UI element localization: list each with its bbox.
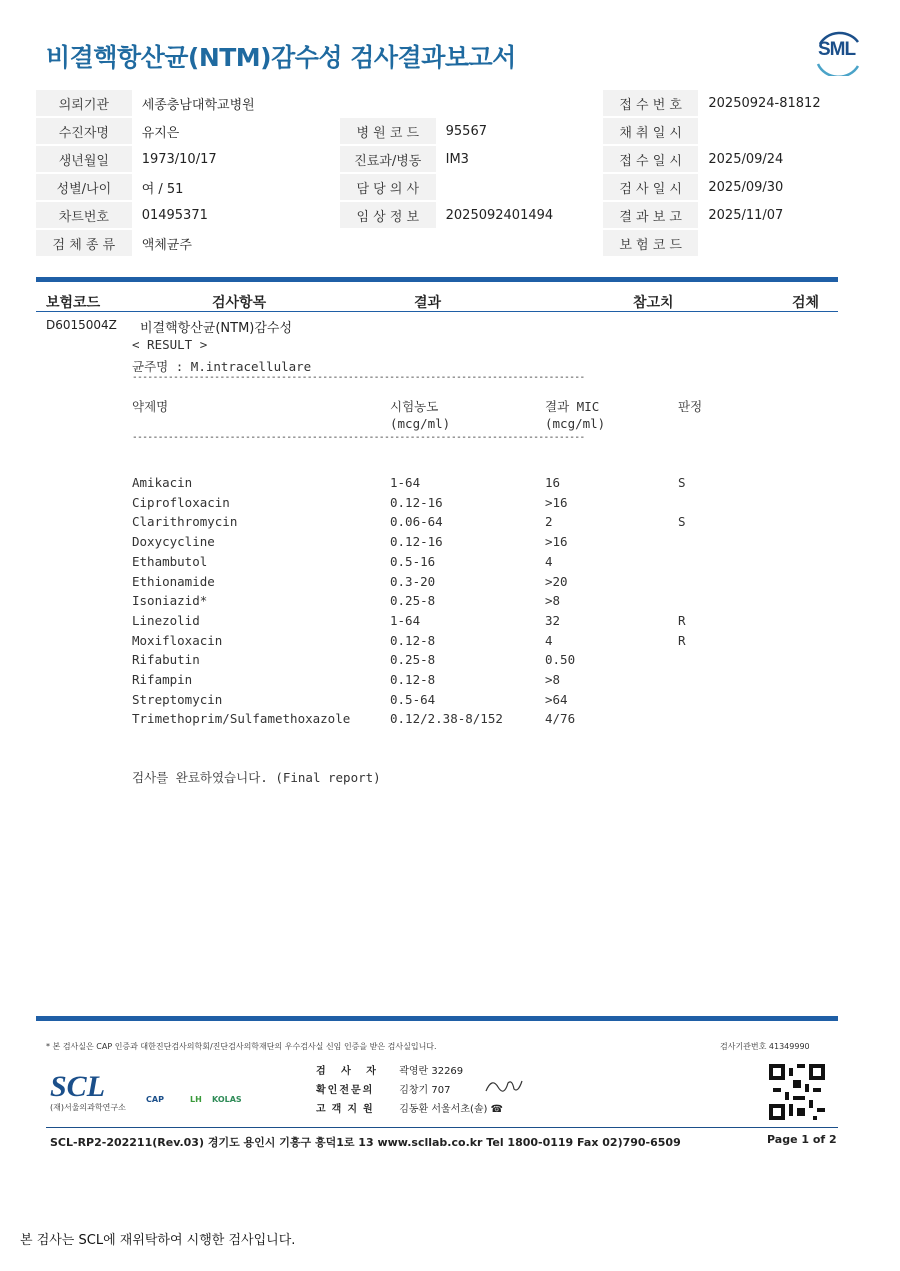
drug-mic: 4 bbox=[545, 553, 553, 569]
address-line: SCL-RP2-202211(Rev.03) 경기도 용인시 기흥구 흥덕1로 13 www.scllab.co.kr Tel 1800-0119 Fax 02)790-6509 bbox=[50, 1136, 681, 1149]
scl-logo-text: SCL bbox=[50, 1070, 106, 1103]
info-value: 2025/11/07 bbox=[708, 207, 784, 223]
drug-name: Amikacin bbox=[132, 475, 193, 490]
footer-line bbox=[46, 1127, 838, 1128]
header-divider-top bbox=[36, 277, 838, 282]
info-row bbox=[36, 118, 864, 144]
col-test-item: 검사항목 bbox=[212, 295, 267, 311]
drug-range: 0.12/2.38-8/152 bbox=[390, 711, 503, 727]
info-label: 임 상 정 보 bbox=[340, 202, 436, 228]
info-label: 성별/나이 bbox=[36, 174, 132, 200]
info-value bbox=[436, 174, 603, 200]
footer-divider bbox=[36, 1016, 838, 1021]
drug-mic: >8 bbox=[545, 593, 561, 609]
patient-info-table bbox=[36, 88, 864, 258]
info-label: 접 수 일 시 bbox=[603, 146, 698, 172]
info-row bbox=[36, 202, 864, 228]
drug-range: 0.06-64 bbox=[390, 514, 443, 530]
kolas-cert-icon: KOLAS bbox=[212, 1095, 242, 1104]
info-value bbox=[436, 90, 603, 116]
col-mic: 결과 MIC bbox=[545, 399, 600, 414]
drug-range: 0.12-16 bbox=[390, 534, 443, 550]
info-value: 여 / 51 bbox=[141, 181, 184, 197]
drug-name: Ethambutol bbox=[132, 553, 208, 569]
drug-range: 0.5-16 bbox=[390, 553, 436, 569]
info-value bbox=[698, 230, 864, 256]
info-value: 20250924-81812 bbox=[708, 95, 821, 111]
info-label: 접 수 번 호 bbox=[603, 90, 698, 116]
info-value: 01495371 bbox=[141, 207, 208, 223]
report-title: 비결핵항산균(NTM)감수성 검사결과보고서 bbox=[46, 43, 516, 72]
drug-mic: 32 bbox=[545, 612, 561, 628]
drug-interpretation: S bbox=[678, 475, 686, 490]
info-label bbox=[340, 230, 436, 256]
col-test-range-unit: (mcg/ml) bbox=[390, 416, 451, 431]
drug-mic: >16 bbox=[545, 494, 568, 510]
drug-range: 0.12-8 bbox=[390, 632, 436, 648]
info-value: 2025/09/24 bbox=[708, 151, 784, 167]
lh-cert-icon: LH bbox=[190, 1095, 202, 1104]
info-value: 95567 bbox=[445, 123, 487, 139]
drug-range: 0.25-8 bbox=[390, 652, 436, 668]
info-label: 채 취 일 시 bbox=[603, 118, 698, 144]
drug-interpretation: S bbox=[678, 514, 686, 530]
drug-mic: 4/76 bbox=[545, 711, 576, 727]
outsourcing-note: 본 검사는 SCL에 재위탁하여 시행한 검사입니다. bbox=[20, 1233, 296, 1248]
col-drug-name: 약제명 bbox=[132, 399, 169, 414]
signer-role: 고객지원 bbox=[316, 1104, 379, 1115]
scl-name: (재)서울의과학연구소 bbox=[50, 1103, 126, 1112]
drug-range: 0.12-8 bbox=[390, 672, 436, 687]
info-row bbox=[36, 174, 864, 200]
drug-interpretation: R bbox=[678, 632, 686, 648]
info-label: 결 과 보 고 bbox=[603, 202, 698, 228]
sml-logo-text: SML bbox=[818, 39, 856, 60]
accreditation-note: * 본 검사실은 CAP 인증과 대한진단검사의학회/진단검사의학재단의 우수검사실 신임 인증을 받은 검사실입니다. bbox=[46, 1042, 437, 1051]
signer-tester bbox=[316, 1062, 463, 1077]
info-value: 2025/09/30 bbox=[708, 179, 784, 195]
signer-name: 곽영란 32269 bbox=[399, 1066, 464, 1077]
drug-range: 0.12-16 bbox=[390, 494, 443, 510]
separator-bottom: ---------------------------------------------------------------------------------------- bbox=[132, 432, 585, 443]
info-label: 보 험 코 드 bbox=[603, 230, 698, 256]
qr-code-icon bbox=[769, 1064, 825, 1120]
registration-number: 검사기관번호 41349990 bbox=[720, 1042, 810, 1051]
info-value: IM3 bbox=[445, 151, 469, 167]
scl-logo bbox=[50, 1070, 126, 1113]
header-divider-bottom bbox=[36, 311, 838, 312]
drug-mic: >64 bbox=[545, 691, 568, 707]
drug-name: Ciprofloxacin bbox=[132, 494, 230, 510]
info-label: 검 체 종 류 bbox=[36, 230, 132, 256]
sml-logo bbox=[812, 30, 864, 76]
drug-range: 0.25-8 bbox=[390, 593, 436, 609]
info-row bbox=[36, 146, 864, 172]
col-interpretation: 판정 bbox=[678, 399, 703, 414]
drug-range: 1-64 bbox=[390, 475, 421, 490]
drug-mic: 0.50 bbox=[545, 652, 576, 668]
drug-range: 0.3-20 bbox=[390, 573, 436, 589]
drug-mic: >8 bbox=[545, 672, 561, 687]
info-value: 1973/10/17 bbox=[141, 151, 217, 167]
info-label: 진료과/병동 bbox=[340, 146, 436, 172]
result-test-name: 비결핵항산균(NTM)감수성 bbox=[140, 321, 293, 336]
info-label: 수진자명 bbox=[36, 118, 132, 144]
info-value: 세종충남대학교병원 bbox=[141, 97, 255, 113]
signature-icon bbox=[484, 1075, 524, 1097]
completion-message: 검사를 완료하였습니다. (Final report) bbox=[132, 770, 381, 785]
drug-name: Linezolid bbox=[132, 612, 200, 628]
signer-role: 확인전문의 bbox=[316, 1085, 375, 1096]
info-value: 액체균주 bbox=[141, 237, 192, 253]
col-specimen: 검체 bbox=[792, 295, 820, 311]
drug-name: Doxycycline bbox=[132, 534, 215, 550]
info-value bbox=[436, 230, 603, 256]
separator-top: ---------------------------------------------------------------------------------------- bbox=[132, 372, 585, 383]
info-row bbox=[36, 230, 864, 256]
page-number: Page 1 of 2 bbox=[767, 1133, 837, 1146]
drug-interpretation: R bbox=[678, 612, 686, 628]
drug-name: Isoniazid* bbox=[132, 593, 208, 609]
drug-range: 0.5-64 bbox=[390, 691, 436, 707]
drug-mic: 2 bbox=[545, 514, 553, 530]
drug-name: Ethionamide bbox=[132, 573, 215, 589]
signer-support bbox=[316, 1100, 503, 1115]
drug-mic: 16 bbox=[545, 475, 561, 490]
info-value: 2025092401494 bbox=[445, 207, 554, 223]
drug-name: Streptomycin bbox=[132, 691, 223, 707]
result-tag: < RESULT > bbox=[132, 337, 208, 352]
drug-name: Clarithromycin bbox=[132, 514, 238, 530]
info-row bbox=[36, 90, 864, 116]
info-value: 유지은 bbox=[141, 125, 180, 141]
signer-name: 김동환 서울서초(솔) ☎ bbox=[399, 1104, 504, 1115]
drug-mic: >16 bbox=[545, 534, 568, 550]
drug-mic: >20 bbox=[545, 573, 568, 589]
drug-mic: 4 bbox=[545, 632, 553, 648]
organism-line: 균주명 : M.intracellulare bbox=[132, 359, 312, 374]
col-mic-unit: (mcg/ml) bbox=[545, 416, 606, 431]
info-label bbox=[340, 90, 436, 116]
signer-role: 검 사 자 bbox=[316, 1066, 382, 1077]
col-insurance-code: 보험코드 bbox=[46, 295, 101, 311]
info-label: 담 당 의 사 bbox=[340, 174, 436, 200]
drug-name: Rifampin bbox=[132, 672, 193, 687]
info-label: 의뢰기관 bbox=[36, 90, 132, 116]
info-label: 병 원 코 드 bbox=[340, 118, 436, 144]
info-label: 검 사 일 시 bbox=[603, 174, 698, 200]
drug-range: 1-64 bbox=[390, 612, 421, 628]
drug-name: Rifabutin bbox=[132, 652, 200, 668]
signer-name: 김창기 707 bbox=[399, 1085, 451, 1096]
col-reference: 참고치 bbox=[633, 295, 674, 311]
drug-name: Moxifloxacin bbox=[132, 632, 223, 648]
drug-name: Trimethoprim/Sulfamethoxazole bbox=[132, 711, 351, 727]
col-test-range: 시험농도 bbox=[390, 399, 439, 414]
cap-cert-icon: CAP bbox=[146, 1095, 164, 1104]
signer-confirm bbox=[316, 1081, 450, 1096]
result-code: D6015004Z bbox=[46, 318, 117, 332]
info-label: 생년월일 bbox=[36, 146, 132, 172]
info-label: 차트번호 bbox=[36, 202, 132, 228]
info-value bbox=[698, 118, 864, 144]
col-result: 결과 bbox=[414, 295, 442, 311]
